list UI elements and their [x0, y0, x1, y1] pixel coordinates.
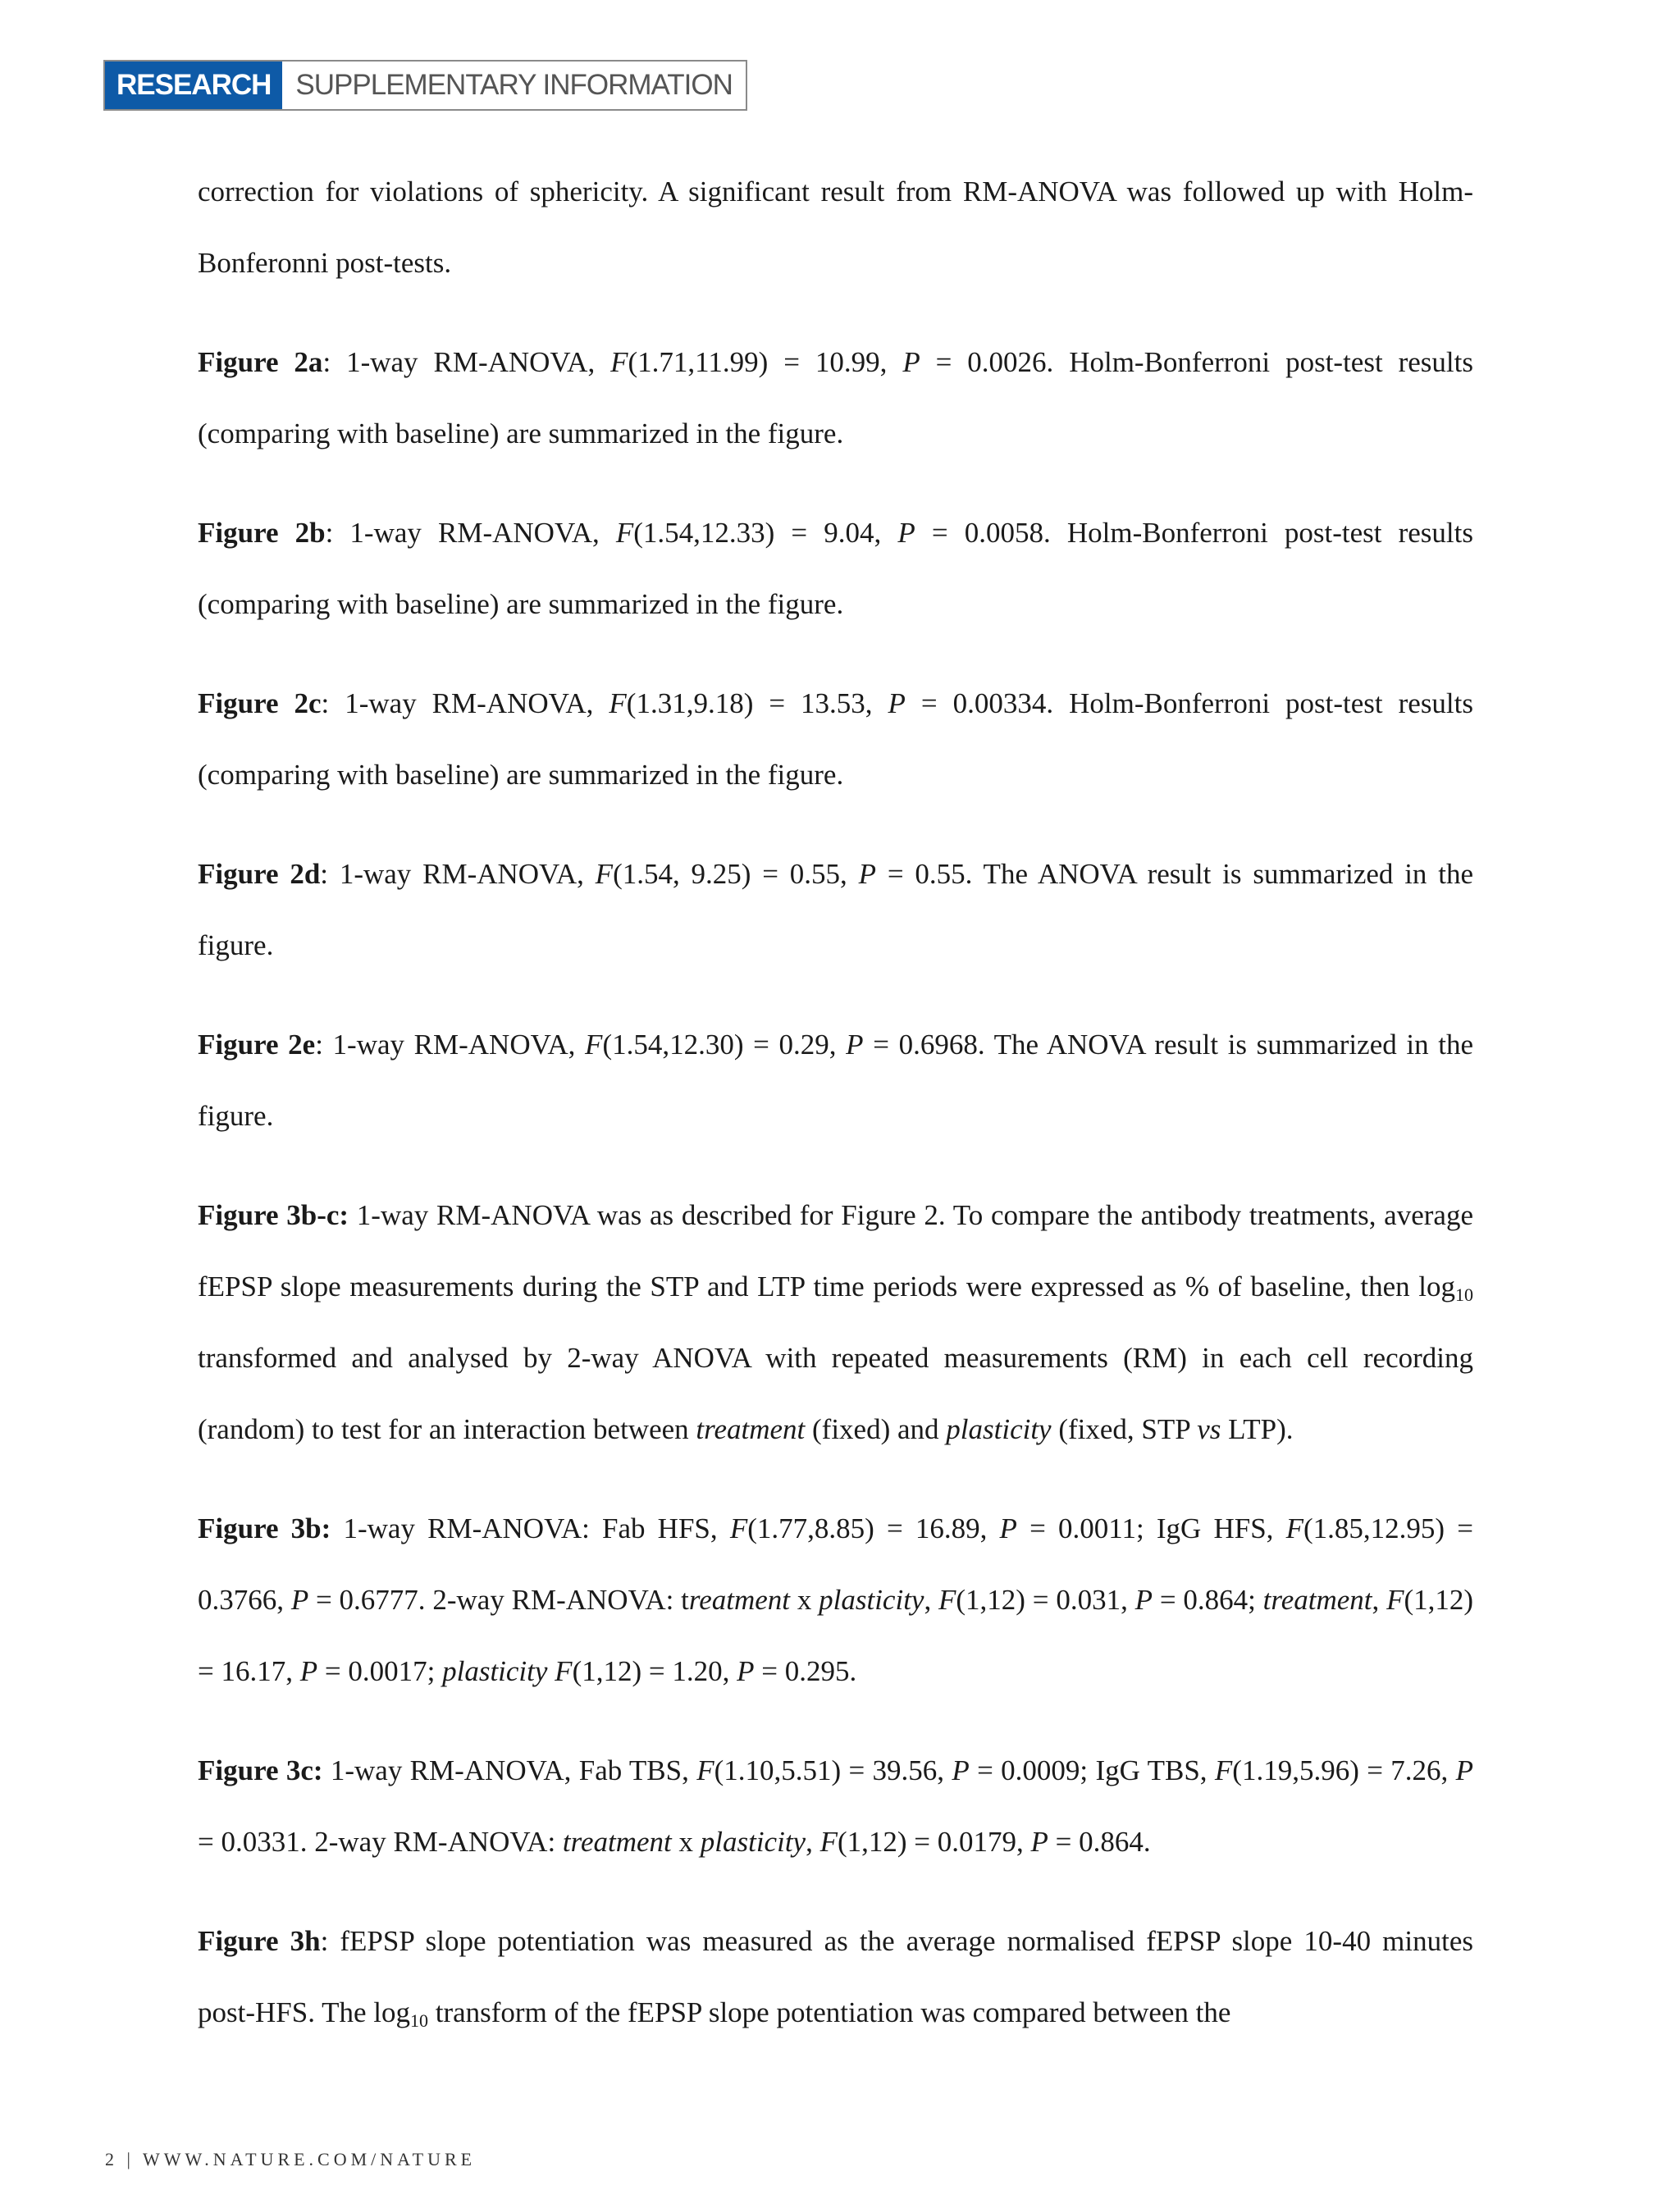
paragraph-figure-3h: Figure 3h: fEPSP slope potentiation was measured as the average normalised fEPSP slope 10-40 minutes post-HFS. The $\log_{10}$ transform of the fEPSP slope potentiation was compared between the	[198, 1925, 1473, 2031]
paragraph-figure-2e: Figure 2e: 1-way RM-ANOVA, F(1.54,12.30) = 0.29, P = 0.6968. The ANOVA result is summarized in the figure.	[198, 1029, 1473, 1132]
paragraph-figure-2b: Figure 2b: 1-way RM-ANOVA, F(1.54,12.33) = 9.04, P = 0.0058. Holm-Bonferroni post-test results (comparing with baseline) are summarized in the figure.	[198, 517, 1473, 620]
paragraph-figure-2c: Figure 2c: 1-way RM-ANOVA, F(1.31,9.18) = 13.53, P = 0.00334. Holm-Bonferroni post-test results (comparing with baseline) are summarized in the figure.	[198, 687, 1474, 791]
supplementary-information-label: SUPPLEMENTARY INFORMATION	[295, 69, 733, 101]
paragraph-figure-3b-c: Figure 3b-c: 1-way RM-ANOVA was as described for Figure 2. To compare the antibody treatments, average fEPSP slope measurements during the STP and LTP time periods were expressed as % of baseline, then $\log_{10}$ transformed and analysed by 2-way ANOVA with repeated measurements (RM) in each cell recording (random) to test for an interaction between treatment (fixed) and plasticity (fixed, STP vs LTP).	[198, 1199, 1473, 1445]
page-footer: 2 | WWW.NATURE.COM/NATURE	[105, 2149, 477, 2169]
paragraph-figure-3b: Figure 3b: 1-way RM-ANOVA: Fab HFS, F(1.77,8.85) = 16.89, P = 0.0011; IgG HFS, F(1.85,12.95) = 0.3766, P = 0.6777. 2-way RM-ANOVA: treatment x plasticity, F(1,12) = 0.031, P = 0.864; treatment, F(1,12) = 16.17, P = 0.0017; plasticity F(1,12) = 1.20, P = 0.295.	[198, 1512, 1474, 1687]
research-label: RESEARCH	[105, 62, 282, 109]
paragraph-sphericity: correction for violations of sphericity. A significant result from RM-ANOVA was followed up with Holm-Bonferonni post-tests.	[198, 176, 1473, 279]
paragraph-figure-2a: Figure 2a: 1-way RM-ANOVA, F(1.71,11.99) = 10.99, P = 0.0026. Holm-Bonferroni post-test results (comparing with baseline) are summarized in the figure.	[198, 346, 1473, 449]
paragraph-figure-2d: Figure 2d: 1-way RM-ANOVA, F(1.54, 9.25) = 0.55, P = 0.55. The ANOVA result is summarized in the figure.	[198, 858, 1473, 961]
paragraph-figure-3c: Figure 3c: 1-way RM-ANOVA, Fab TBS, F(1.10,5.51) = 39.56, P = 0.0009; IgG TBS, F(1.19,5.96) = 7.26, P = 0.0331. 2-way RM-ANOVA: treatment x plasticity, F(1,12) = 0.0179, P = 0.864.	[198, 1754, 1473, 1858]
main-text	[198, 156, 1473, 2076]
journal-header	[103, 60, 747, 111]
